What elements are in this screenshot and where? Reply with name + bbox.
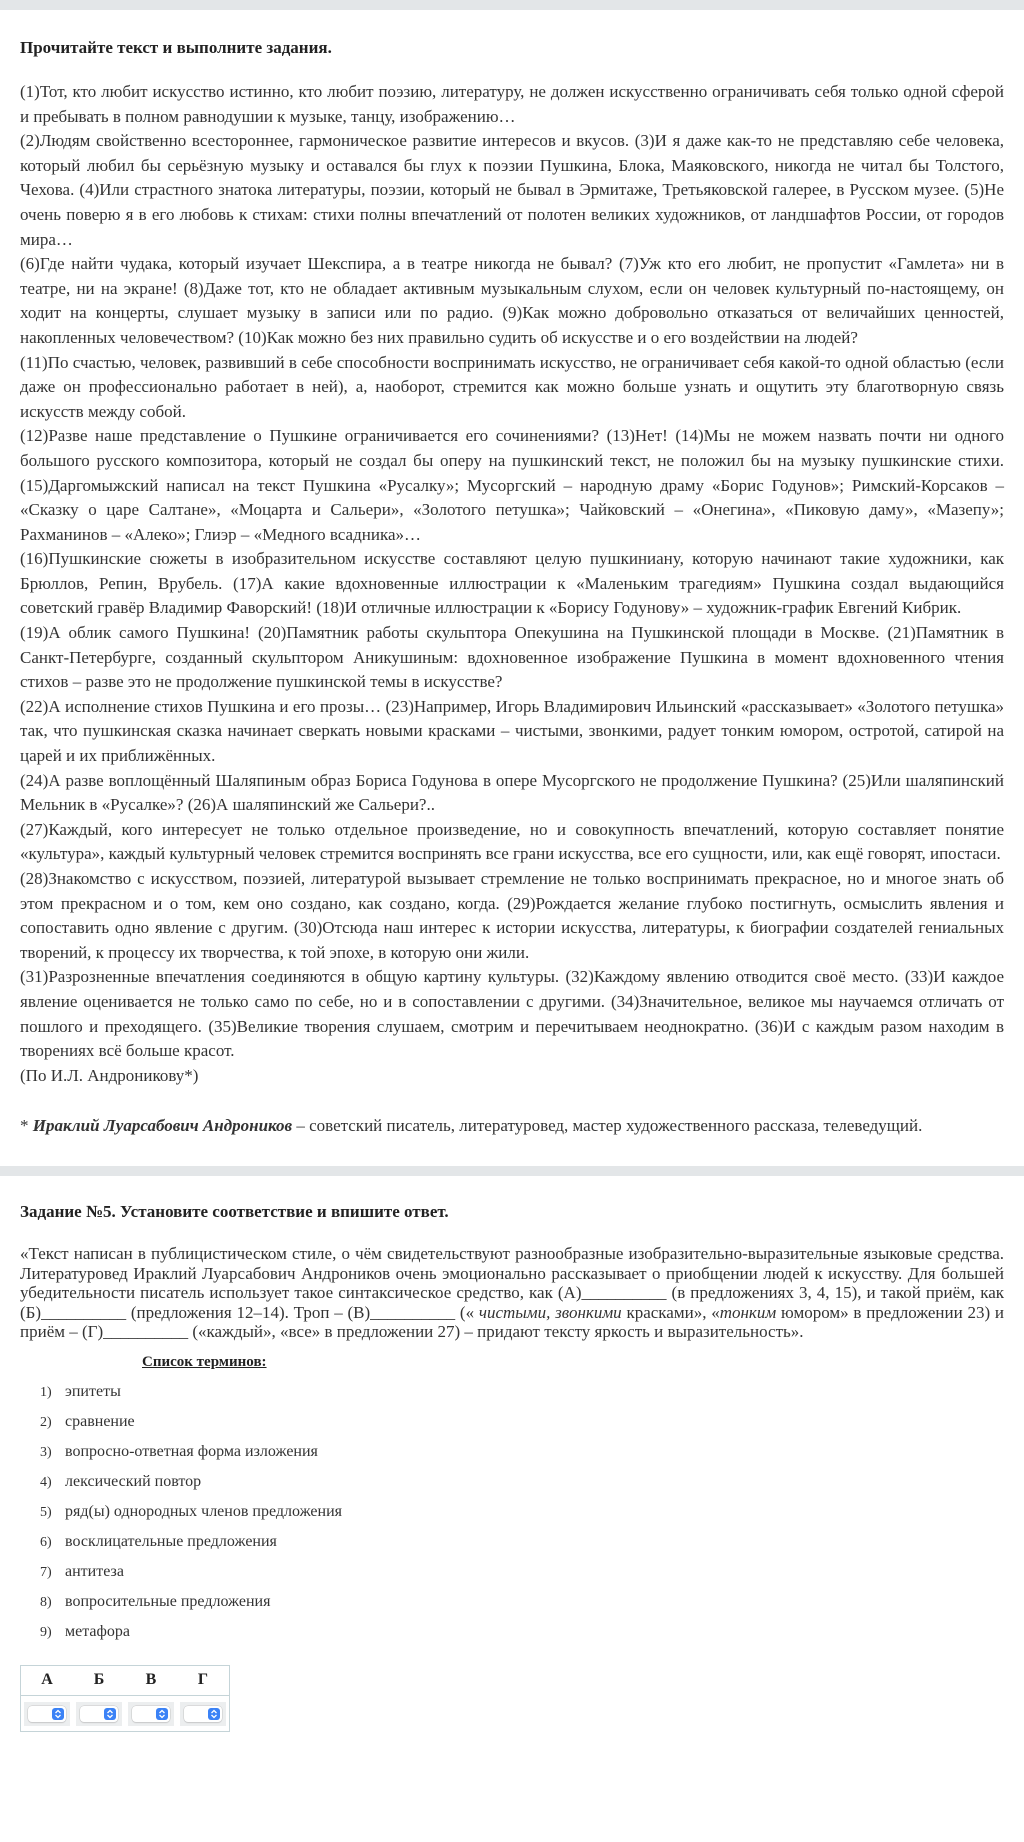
- term-label: ряд(ы) однородных членов предложения: [65, 1502, 342, 1520]
- top-bar: [0, 0, 1024, 10]
- answer-select-g[interactable]: [184, 1706, 222, 1722]
- term-label: лексический повтор: [65, 1472, 202, 1490]
- term-number: 2): [40, 1414, 52, 1430]
- select-wrapper: [128, 1702, 174, 1726]
- term-number: 7): [40, 1564, 52, 1580]
- term-number: 5): [40, 1504, 52, 1520]
- term-label: эпитеты: [65, 1382, 121, 1400]
- term-item: [40, 1557, 1004, 1587]
- task-text: [20, 1244, 1004, 1342]
- reading-text: [20, 80, 1004, 1088]
- task-text-italic: чистыми, звонкими: [478, 1302, 622, 1322]
- paragraph: (31)Разрозненные впечатления соединяются в общую картину культуры. (32)Каждому явлению отводится своё место. (33)И каждое явление оценивается не только само по себе, но и в сопоставлении с другими. (34)Значительное, великое мы научаемся отличать от пошлого и преходящего. (35)Великие творения слушаем, смотрим и перечитываем неоднократно. (36)И с каждым разом находим в творениях всё больше красот.: [20, 967, 1004, 1061]
- paragraph: (16)Пушкинские сюжеты в изобразительном искусстве составляют целую пушкиниану, которую начинают такие художники, как Брюллов, Репин, Врубель. (17)А какие вдохновенные иллюстрации к «Маленьким трагедиям» Пушкина создал выдающийся советский гравёр Владимир Фаворский! (18)И отличные иллюстрации к «Борису Годунову» – художник-график Евгений Кибрик.: [20, 549, 1004, 618]
- answer-select-b[interactable]: [80, 1706, 118, 1722]
- term-number: 9): [40, 1624, 52, 1640]
- select-arrows-icon: [156, 1708, 168, 1720]
- answer-cell: [73, 1695, 125, 1731]
- answer-cell: [21, 1695, 74, 1731]
- terms-list-title: Список терминов:: [142, 1353, 267, 1370]
- footnote: [20, 1114, 1004, 1138]
- task-section: [0, 1200, 1024, 1782]
- term-label: метафора: [65, 1622, 130, 1640]
- term-number: 3): [40, 1444, 52, 1460]
- select-wrapper: [180, 1702, 226, 1726]
- answer-select-a[interactable]: [28, 1706, 66, 1722]
- term-item: [40, 1437, 1004, 1467]
- term-label: вопросительные предложения: [65, 1592, 271, 1610]
- reading-heading: Прочитайте текст и выполните задания.: [20, 38, 332, 57]
- answer-cell: [125, 1695, 177, 1731]
- paragraph: (11)По счастью, человек, развивший в себе способности воспринимать искусство, не ограничивает себя какой-то одной областью (если даже он профессионально работает в ней), а, наоборот, стремится как можно больше узнать и ощутить эту благотворную связь искусств между собой.: [20, 352, 1004, 421]
- answer-select-v[interactable]: [132, 1706, 170, 1722]
- paragraph: (6)Где найти чудака, который изучает Шекспира, а в театре никогда не бывал? (7)Уж кто его любит, не пропустит «Гамлета» ни в театре, ни на экране! (8)Даже тот, кто не обладает активным музыкальным слухом, если он человек культурный по-настоящему, он ходит на концерты, слушает музыку в записи или по радио. (9)Как можно добровольно отказаться от величайших ценностей, накопленных человечеством? (10)Как можно без них правильно судить об искусстве и о его воздействии на людей?: [20, 254, 1004, 347]
- source-attribution: (По И.Л. Андроникову*): [20, 1065, 199, 1085]
- paragraph: (19)А облик самого Пушкина! (20)Памятник работы скульптора Опекушина на Пушкинской площади в Москве. (21)Памятник в Санкт-Петербурге, созданный скульптором Аникушиным: вдохновенное изображение Пушкина в момент вдохновенного чтения стихов – разве это не продолжение пушкинской темы в искусстве?: [20, 623, 1004, 692]
- footnote-author-name: Ираклий Луарсабович Андроников: [32, 1116, 293, 1136]
- select-arrows-icon: [104, 1708, 116, 1720]
- answer-header-a: А: [21, 1665, 74, 1695]
- answer-table: [20, 1665, 230, 1732]
- paragraph: (22)А исполнение стихов Пушкина и его прозы… (23)Например, Игорь Владимирович Ильинский «рассказывает» «Золотого петушка» так, что пушкинская сказка начинает сверкать новыми красками – чистыми, звонкими, радует тонким юмором, остротой, сатирой на царей и их приближённых.: [20, 696, 1004, 766]
- paragraph: (28)Знакомство с искусством, поэзией, литературой вызывает стремление не только воспринимать прекрасное, но и многое знать об этом прекрасном и о том, кем оно создано, как создано, когда. (29)Рождается желание глубоко постигнуть, осмыслить явления и сопоставить одно явление с другим. (30)Отсюда наш интерес к истории искусства, литературы, к биографии создателей гениальных творений, к процессу их творчества, к той эпохе, в которую они жили.: [20, 869, 1004, 962]
- paragraph: (27)Каждый, кого интересует не только отдельное произведение, но и совокупность впечатлений, которую составляет понятие «культура», каждый культурный человек стремится воспринять все грани искусства, все его сущности, или, как ещё говорят, ипостаси.: [20, 819, 1004, 864]
- footnote-star: *: [20, 1116, 33, 1136]
- answer-header-v: В: [125, 1665, 177, 1695]
- paragraph: (2)Людям свойственно всестороннее, гармоническое развитие интересов и вкусов. (3)И я даже как-то не представляю себе человека, который любил бы серьёзную музыку и оставался бы глух к поэзии Пушкина, Блока, Маяковского, никогда не читал бы Толстого, Чехова. (4)Или страстного знатока литературы, поэзии, который не бывал в Эрмитаже, Третьяковской галерее, в Русском музее. (5)Не очень поверю я в его любовь к стихам: стихи полны впечатлений от полотен великих художников, от ландшафтов России, от городов мира…: [20, 131, 1004, 249]
- answer-header-g: Г: [177, 1665, 230, 1695]
- task-text-part: красками», «: [621, 1302, 720, 1322]
- term-item: [40, 1497, 1004, 1527]
- term-label: восклицательные предложения: [65, 1532, 277, 1550]
- select-wrapper: [76, 1702, 122, 1726]
- term-item: [40, 1527, 1004, 1557]
- task-text-part: юмором» в предложении 23) и приём – (Г)__________ («каждый», «все» в предложении 27) – придают тексту яркость и выразительность».: [20, 1302, 1004, 1342]
- term-number: 4): [40, 1474, 52, 1490]
- answer-cell: [177, 1695, 230, 1731]
- terms-list: [20, 1377, 1004, 1647]
- paragraph: (1)Тот, кто любит искусство истинно, кто любит поэзию, литературу, не должен искусственно ограничивать себя только одной сферой и пребывать в полном равнодушии к музыке, танцу, изображению…: [20, 82, 1004, 126]
- term-item: [40, 1617, 1004, 1647]
- term-label: сравнение: [65, 1412, 135, 1430]
- reading-section: [0, 36, 1024, 1138]
- term-number: 8): [40, 1594, 52, 1610]
- task-text-part: «Текст написан в публицистическом стиле, о чём свидетельствуют разнообразные изобразительно-выразительные языковые средства. Литературовед Ираклий Луарсабович Андроников очень эмоционально рассказывает о приобщении людей к искусству. Для большей убедительности писатель использует такое синтаксическое средство, как (А)__________ (в предложениях 3, 4, 15), и такой приём, как (Б)__________ (предложения 12–14). Троп – (В)__________ («: [20, 1244, 1004, 1322]
- bottom-spacer: [20, 1732, 1004, 1782]
- term-number: 1): [40, 1384, 52, 1400]
- task-text-italic: тонким: [719, 1302, 777, 1322]
- term-item: [40, 1587, 1004, 1617]
- paragraph: (12)Разве наше представление о Пушкине ограничивается его сочинениями? (13)Нет! (14)Мы не можем назвать почти ни одного большого русского композитора, который не создал бы оперу на пушкинский текст, не положил бы на музыку пушкинские стихи. (15)Даргомыжский написал на текст Пушкина «Русалку»; Мусоргский – народную драму «Борис Годунов»; Римский-Корсаков – «Сказку о царе Салтане», «Моцарта и Сальери», «Золотого петушка»; Чайковский – «Онегина», «Пиковую даму», «Мазепу»; Рахманинов – «Алеко»; Глиэр – «Медного всадника»…: [20, 426, 1004, 544]
- select-arrows-icon: [208, 1708, 220, 1720]
- term-item: [40, 1467, 1004, 1497]
- term-number: 6): [40, 1534, 52, 1550]
- term-item: [40, 1407, 1004, 1437]
- footnote-description: – советский писатель, литературовед, мастер художественного рассказа, телеведущий.: [292, 1116, 923, 1136]
- term-label: антитеза: [65, 1562, 124, 1580]
- select-arrows-icon: [52, 1708, 64, 1720]
- paragraph: (24)А разве воплощённый Шаляпиным образ Бориса Годунова в опере Мусоргского не продолжение Пушкина? (25)Или шаляпинский Мельник в «Русалке»? (26)А шаляпинский же Сальери?..: [20, 770, 1004, 815]
- section-divider: [0, 1166, 1024, 1176]
- select-wrapper: [24, 1702, 70, 1726]
- term-item: [40, 1377, 1004, 1407]
- task-heading: Задание №5. Установите соответствие и впишите ответ.: [20, 1202, 449, 1222]
- answer-header-b: Б: [73, 1665, 125, 1695]
- term-label: вопросно-ответная форма изложения: [65, 1442, 318, 1460]
